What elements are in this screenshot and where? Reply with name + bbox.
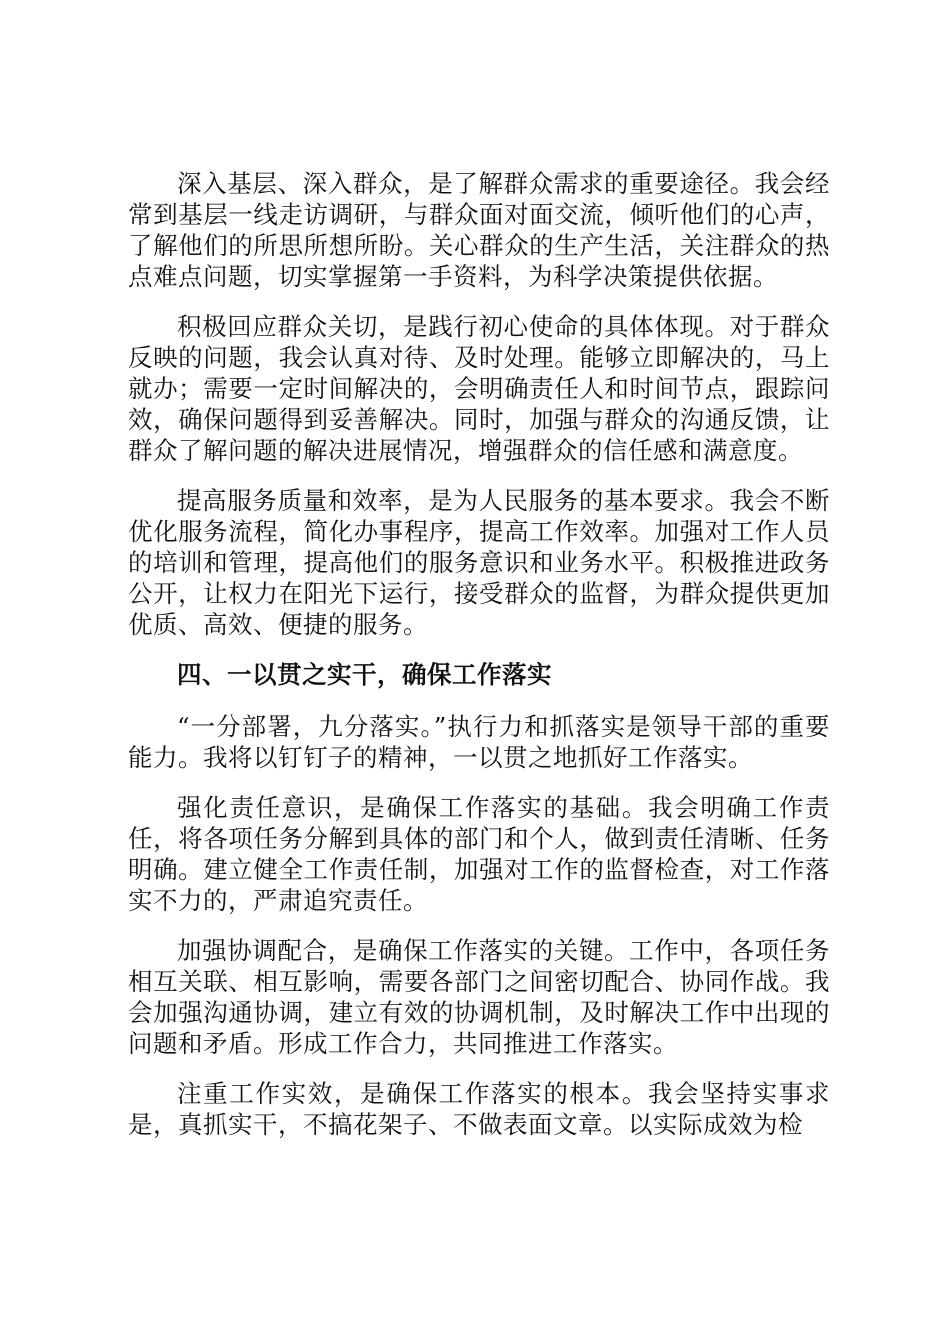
paragraph-service-quality: 提高服务质量和效率，是为人民服务的基本要求。我会不断优化服务流程，简化办事程序，提高工作效率。加强对工作人员的培训和管理，提高他们的服务意识和业务水平。积极推进政务公开，让权力在阳光下运行，接受群众的监督，为群众提供更加优质、高效、便捷的服务。 xyxy=(128,486,830,639)
section-heading: 四、一以贯之实干，确保工作落实 xyxy=(177,660,552,689)
paragraph-responsibility: 强化责任意识，是确保工作落实的基础。我会明确工作责任，将各项任务分解到具体的部门和个人，做到责任清晰、任务明确。建立健全工作责任制，加强对工作的监督检查，对工作落实不力的，严肃追究责任。 xyxy=(128,793,830,915)
paragraph-implementation-quote: “一分部署，九分落实。”执行力和抓落实是领导干部的重要能力。我将以钉钉子的精神，一以贯之地抓好工作落实。 xyxy=(128,712,830,772)
document-page xyxy=(128,168,830,1159)
paragraph-coordination: 加强协调配合，是确保工作落实的关键。工作中，各项任务相互关联、相互影响，需要各部门之间密切配合、协同作战。我会加强沟通协调，建立有效的协调机制，及时解决工作中出现的问题和矛盾。形成工作合力，共同推进工作落实。 xyxy=(128,936,830,1058)
paragraph-respond-concerns: 积极回应群众关切，是践行初心使命的具体体现。对于群众反映的问题，我会认真对待、及时处理。能够立即解决的，马上就办；需要一定时间解决的，会明确责任人和时间节点，跟踪问效，确保问题得到妥善解决。同时，加强与群众的沟通反馈，让群众了解问题的解决进展情况，增强群众的信任感和满意度。 xyxy=(128,312,830,465)
paragraph-grassroots: 深入基层、深入群众，是了解群众需求的重要途径。我会经常到基层一线走访调研，与群众面对面交流，倾听他们的心声，了解他们的所思所想所盼。关心群众的生产生活，关注群众的热点难点问题，切实掌握第一手资料，为科学决策提供依据。 xyxy=(128,169,830,291)
paragraph-effectiveness: 注重工作实效，是确保工作落实的根本。我会坚持实事求是，真抓实干，不搞花架子、不做表面文章。以实际成效为检 xyxy=(128,1079,830,1139)
